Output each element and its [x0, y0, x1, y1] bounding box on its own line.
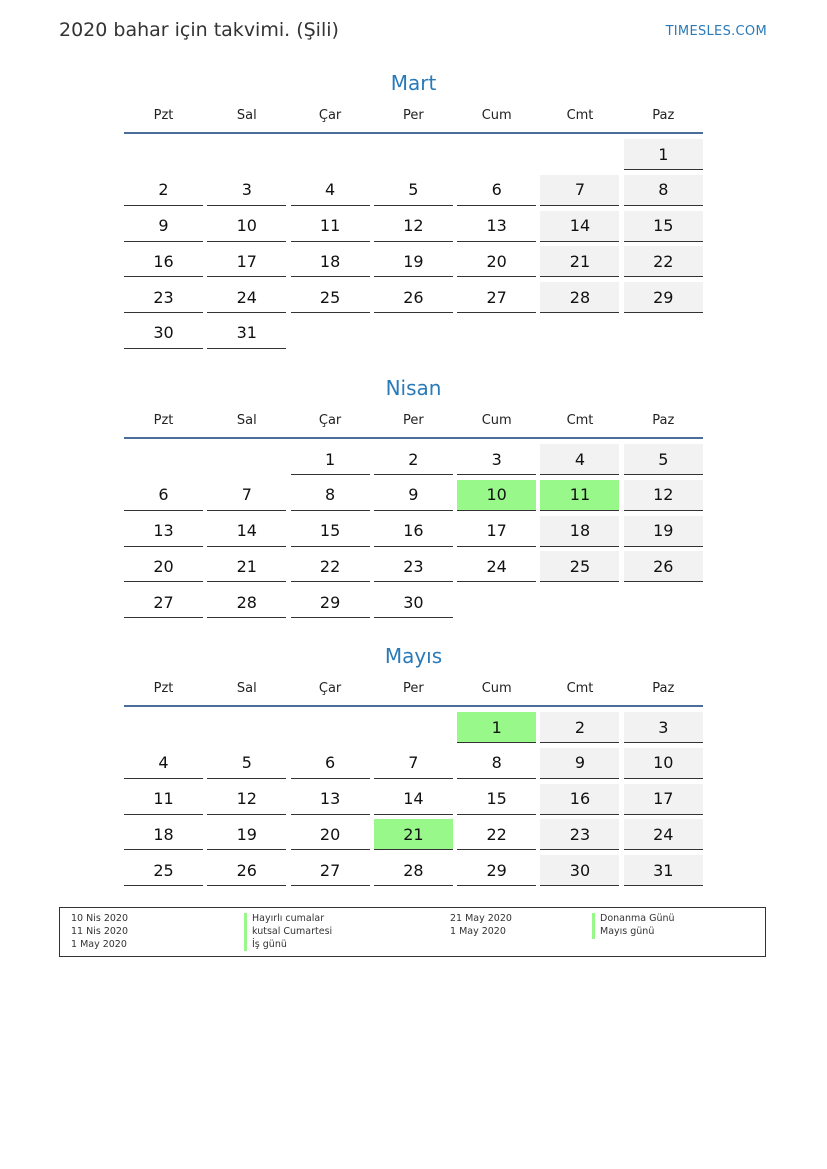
day-cell: 21	[374, 819, 453, 850]
day-cell: 11	[291, 211, 370, 242]
day-cell: 10	[207, 211, 286, 242]
day-cell: 16	[124, 246, 203, 277]
weekday-label: Cmt	[566, 107, 594, 123]
day-cell: 29	[291, 587, 370, 618]
day-cell: 22	[624, 246, 703, 277]
day-cell: 25	[124, 855, 203, 886]
day-cell: 16	[540, 784, 619, 815]
empty-day-cell	[124, 139, 203, 170]
day-cell: 30	[374, 587, 453, 618]
legend-holiday-name: Donanma Günü	[592, 913, 675, 926]
day-cell: 16	[374, 516, 453, 547]
day-cell: 15	[624, 211, 703, 242]
month-title: Mart	[390, 71, 437, 95]
legend-date: 11 Nis 2020	[71, 925, 128, 937]
weekday-label: Paz	[652, 680, 675, 696]
weekday-label: Cmt	[566, 412, 594, 428]
week-row	[124, 480, 703, 516]
day-cell: 31	[624, 855, 703, 886]
empty-day-cell	[207, 444, 286, 475]
legend-date: 1 May 2020	[450, 925, 506, 937]
weekday-header	[124, 403, 703, 439]
day-cell: 14	[374, 784, 453, 815]
day-cell: 10	[457, 480, 536, 511]
month-title: Mayıs	[384, 644, 443, 668]
day-cell: 9	[540, 748, 619, 779]
day-cell: 3	[207, 175, 286, 206]
legend-date: 1 May 2020	[71, 938, 127, 950]
weekday-label: Sal	[236, 412, 257, 428]
month-block	[124, 68, 703, 354]
day-cell: 12	[207, 784, 286, 815]
day-cell: 5	[207, 748, 286, 779]
week-row	[124, 139, 703, 175]
empty-day-cell	[207, 712, 286, 743]
day-cell: 28	[207, 587, 286, 618]
weekday-label: Per	[403, 680, 424, 696]
week-row	[124, 444, 703, 480]
weekday-label: Sal	[236, 107, 257, 123]
day-cell: 26	[207, 855, 286, 886]
weekday-label: Çar	[318, 107, 342, 123]
day-cell: 18	[124, 819, 203, 850]
empty-day-cell	[207, 139, 286, 170]
day-cell: 9	[124, 211, 203, 242]
weekday-label: Per	[403, 412, 424, 428]
week-row	[124, 748, 703, 784]
day-cell: 10	[624, 748, 703, 779]
day-cell: 11	[540, 480, 619, 511]
day-cell: 13	[124, 516, 203, 547]
day-cell: 29	[457, 855, 536, 886]
empty-day-cell	[457, 318, 536, 349]
day-cell: 24	[457, 551, 536, 582]
legend-date: 21 May 2020	[450, 913, 512, 924]
empty-day-cell	[374, 139, 453, 170]
day-cell: 8	[457, 748, 536, 779]
legend-holiday-name: İş günü	[244, 939, 332, 952]
day-cell: 14	[207, 516, 286, 547]
day-cell: 14	[540, 211, 619, 242]
week-row	[124, 551, 703, 587]
day-cell: 21	[540, 246, 619, 277]
day-cell: 26	[624, 551, 703, 582]
empty-day-cell	[457, 139, 536, 170]
empty-day-cell	[624, 318, 703, 349]
weekday-header	[124, 98, 703, 134]
day-cell: 8	[624, 175, 703, 206]
legend-dates-column-2	[450, 913, 512, 939]
day-cell: 5	[374, 175, 453, 206]
day-cell: 1	[291, 444, 370, 475]
legend-holiday-name: Hayırlı cumalar	[244, 913, 332, 926]
day-cell: 22	[291, 551, 370, 582]
day-cell: 5	[624, 444, 703, 475]
weekday-label: Paz	[652, 412, 675, 428]
legend-names-column-1	[244, 913, 332, 951]
weekday-label: Per	[403, 107, 424, 123]
day-cell: 18	[291, 246, 370, 277]
week-row	[124, 211, 703, 247]
day-cell: 27	[124, 587, 203, 618]
day-cell: 23	[124, 282, 203, 313]
day-cell: 2	[374, 444, 453, 475]
day-cell: 18	[540, 516, 619, 547]
week-row	[124, 784, 703, 820]
day-cell: 19	[207, 819, 286, 850]
day-cell: 28	[374, 855, 453, 886]
weekday-label: Pzt	[153, 680, 174, 696]
day-cell: 3	[624, 712, 703, 743]
empty-day-cell	[374, 318, 453, 349]
day-cell: 17	[207, 246, 286, 277]
day-cell: 11	[124, 784, 203, 815]
day-cell: 19	[374, 246, 453, 277]
legend-holiday-name: Mayıs günü	[592, 926, 675, 939]
empty-day-cell	[291, 712, 370, 743]
week-row	[124, 587, 703, 623]
weekday-label: Cum	[481, 680, 512, 696]
weekday-label: Pzt	[153, 412, 174, 428]
weekday-label: Paz	[652, 107, 675, 123]
site-link[interactable]: TIMESLES.COM	[665, 24, 767, 39]
legend-names-column-2	[592, 913, 675, 939]
holiday-legend	[59, 907, 766, 957]
week-row	[124, 246, 703, 282]
day-cell: 27	[291, 855, 370, 886]
day-cell: 4	[124, 748, 203, 779]
empty-day-cell	[124, 712, 203, 743]
day-cell: 24	[624, 819, 703, 850]
weeks	[124, 712, 703, 891]
month-title: Nisan	[385, 376, 442, 400]
day-cell: 6	[291, 748, 370, 779]
day-cell: 6	[457, 175, 536, 206]
week-row	[124, 516, 703, 552]
legend-date: 10 Nis 2020	[71, 913, 128, 924]
weekday-label: Çar	[318, 412, 342, 428]
day-cell: 27	[457, 282, 536, 313]
day-cell: 6	[124, 480, 203, 511]
empty-day-cell	[291, 139, 370, 170]
day-cell: 12	[374, 211, 453, 242]
empty-day-cell	[624, 587, 703, 618]
day-cell: 25	[540, 551, 619, 582]
weeks	[124, 444, 703, 623]
weekday-label: Cum	[481, 412, 512, 428]
day-cell: 2	[124, 175, 203, 206]
weekday-header	[124, 671, 703, 707]
day-cell: 7	[540, 175, 619, 206]
page-title: 2020 bahar için takvimi. (Şili)	[59, 19, 339, 41]
week-row	[124, 175, 703, 211]
day-cell: 24	[207, 282, 286, 313]
day-cell: 12	[624, 480, 703, 511]
day-cell: 31	[207, 318, 286, 349]
day-cell: 7	[374, 748, 453, 779]
day-cell: 26	[374, 282, 453, 313]
day-cell: 17	[457, 516, 536, 547]
day-cell: 25	[291, 282, 370, 313]
legend-holiday-name: kutsal Cumartesi	[244, 926, 332, 939]
day-cell: 1	[457, 712, 536, 743]
day-cell: 4	[540, 444, 619, 475]
week-row	[124, 819, 703, 855]
empty-day-cell	[540, 318, 619, 349]
weekday-label: Cum	[481, 107, 512, 123]
day-cell: 3	[457, 444, 536, 475]
day-cell: 17	[624, 784, 703, 815]
day-cell: 21	[207, 551, 286, 582]
weekday-label: Sal	[236, 680, 257, 696]
day-cell: 20	[457, 246, 536, 277]
day-cell: 20	[124, 551, 203, 582]
day-cell: 1	[624, 139, 703, 170]
day-cell: 15	[457, 784, 536, 815]
empty-day-cell	[374, 712, 453, 743]
empty-day-cell	[291, 318, 370, 349]
empty-day-cell	[457, 587, 536, 618]
weekday-label: Çar	[318, 680, 342, 696]
empty-day-cell	[124, 444, 203, 475]
legend-dates-column-1	[71, 913, 128, 951]
week-row	[124, 318, 703, 354]
week-row	[124, 282, 703, 318]
week-row	[124, 855, 703, 891]
day-cell: 2	[540, 712, 619, 743]
day-cell: 28	[540, 282, 619, 313]
weekday-label: Cmt	[566, 680, 594, 696]
day-cell: 8	[291, 480, 370, 511]
day-cell: 9	[374, 480, 453, 511]
day-cell: 13	[457, 211, 536, 242]
day-cell: 19	[624, 516, 703, 547]
month-block	[124, 373, 703, 623]
day-cell: 29	[624, 282, 703, 313]
day-cell: 7	[207, 480, 286, 511]
day-cell: 22	[457, 819, 536, 850]
weekday-label: Pzt	[153, 107, 174, 123]
empty-day-cell	[540, 139, 619, 170]
month-block	[124, 641, 703, 891]
weeks	[124, 139, 703, 354]
day-cell: 30	[540, 855, 619, 886]
day-cell: 4	[291, 175, 370, 206]
day-cell: 15	[291, 516, 370, 547]
week-row	[124, 712, 703, 748]
empty-day-cell	[540, 587, 619, 618]
day-cell: 23	[540, 819, 619, 850]
day-cell: 30	[124, 318, 203, 349]
day-cell: 13	[291, 784, 370, 815]
day-cell: 23	[374, 551, 453, 582]
day-cell: 20	[291, 819, 370, 850]
